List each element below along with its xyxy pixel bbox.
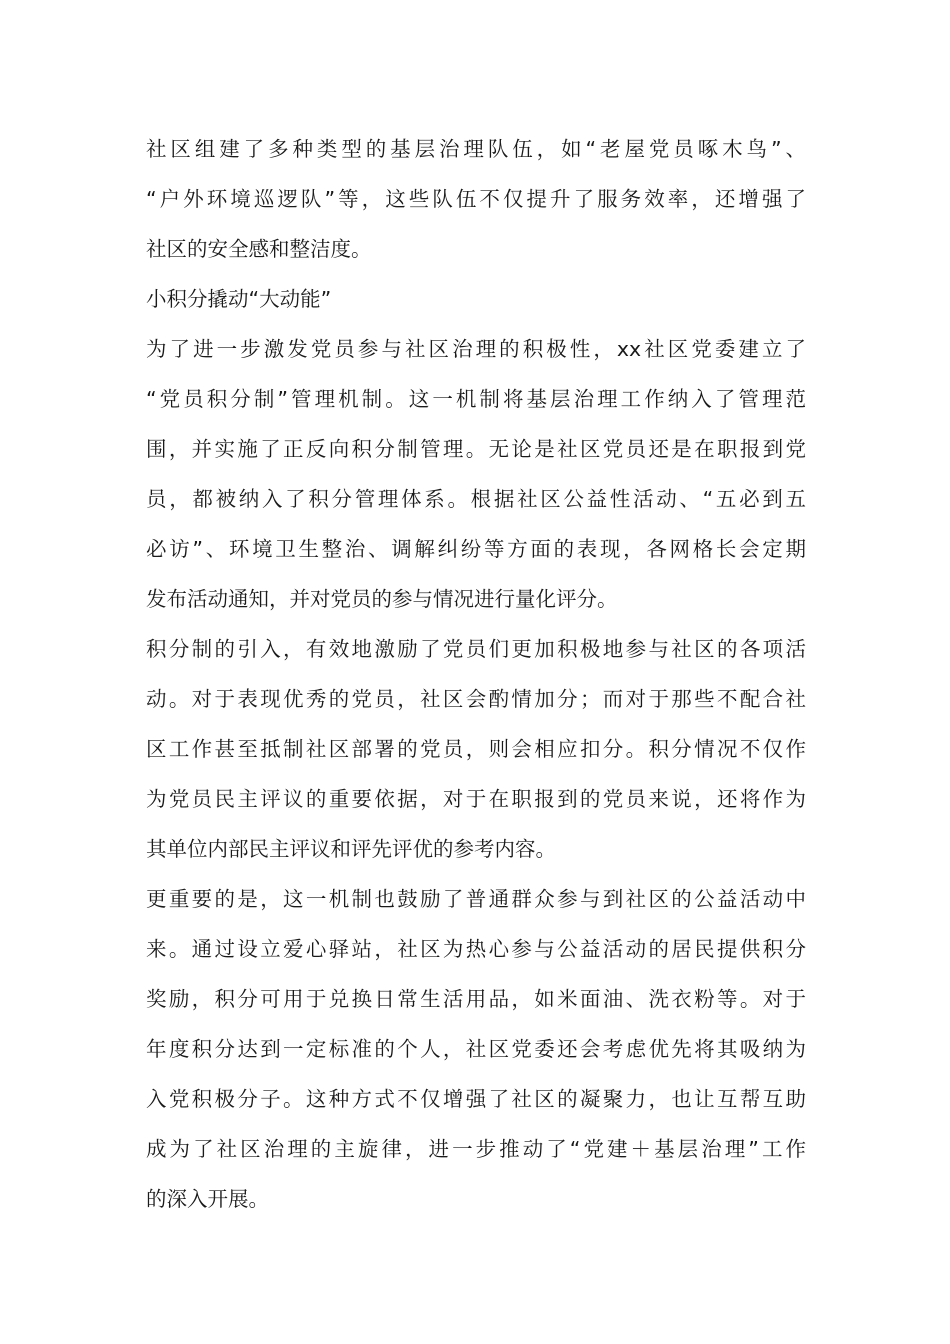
paragraph-line: “户外环境巡逻队”等，这些队伍不仅提升了服务效率，还增强了	[146, 187, 806, 211]
paragraph-line: 来。通过设立爱心驿站，社区为热心参与公益活动的居民提供积分	[146, 937, 806, 961]
paragraph-line: 年度积分达到一定标准的个人，社区党委还会考虑优先将其吸纳为	[146, 1037, 806, 1061]
paragraph-line: 的深入开展。	[146, 1187, 269, 1211]
paragraph-line: 发布活动通知，并对党员的参与情况进行量化评分。	[146, 587, 618, 611]
paragraph-line: 积分制的引入，有效地激励了党员们更加积极地参与社区的各项活	[146, 637, 806, 661]
paragraph-line: 社区的安全感和整洁度。	[146, 237, 372, 261]
paragraph-line: 围，并实施了正反向积分制管理。无论是社区党员还是在职报到党	[146, 437, 806, 461]
section-heading: 小积分撬动“大动能”	[146, 287, 332, 311]
paragraph-line: 动。对于表现优秀的党员，社区会酌情加分；而对于那些不配合社	[146, 687, 806, 711]
paragraph-line: 入党积极分子。这种方式不仅增强了社区的凝聚力，也让互帮互助	[146, 1087, 806, 1111]
paragraph-line: 社区组建了多种类型的基层治理队伍，如“老屋党员啄木鸟”、	[146, 137, 806, 161]
paragraph-line: 成为了社区治理的主旋律，进一步推动了“党建＋基层治理”工作	[146, 1137, 806, 1161]
paragraph-line: 区工作甚至抵制社区部署的党员，则会相应扣分。积分情况不仅作	[146, 737, 806, 761]
paragraph-line: 奖励，积分可用于兑换日常生活用品，如米面油、洗衣粉等。对于	[146, 987, 806, 1011]
paragraph-line: 更重要的是，这一机制也鼓励了普通群众参与到社区的公益活动中	[146, 887, 806, 911]
paragraph-line: 为了进一步激发党员参与社区治理的积极性，xx社区党委建立了	[146, 337, 806, 361]
paragraph-line: 为党员民主评议的重要依据，对于在职报到的党员来说，还将作为	[146, 787, 806, 811]
paragraph-line: 员，都被纳入了积分管理体系。根据社区公益性活动、“五必到五	[146, 487, 806, 511]
paragraph-line: 其单位内部民主评议和评先评优的参考内容。	[146, 837, 556, 861]
paragraph-line: 必访”、环境卫生整治、调解纠纷等方面的表现，各网格长会定期	[146, 537, 806, 561]
paragraph-line: “党员积分制”管理机制。这一机制将基层治理工作纳入了管理范	[146, 387, 806, 411]
